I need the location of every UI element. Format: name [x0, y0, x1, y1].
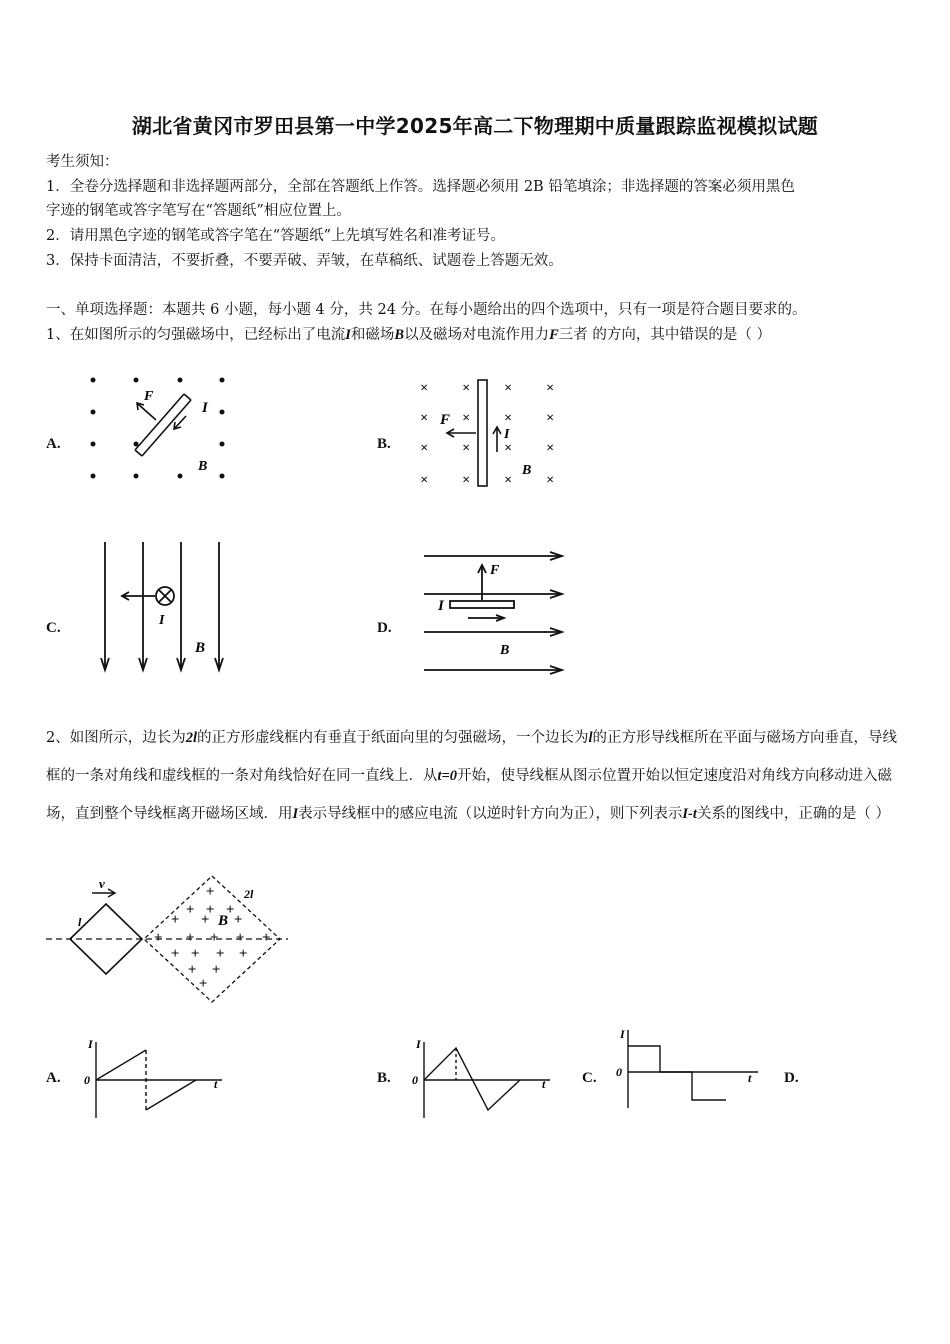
- q1b-f-label: F: [440, 412, 451, 428]
- svg-text:+: +: [170, 912, 180, 928]
- svg-text:×: ×: [546, 473, 554, 488]
- svg-text:+: +: [233, 912, 243, 928]
- question-1-text: 1、在如图所示的匀强磁场中，已经标出了电流I和磁场B以及磁场对电流作用力F三者 的方向，其中错误的是（ ）: [46, 327, 771, 343]
- svg-text:×: ×: [420, 441, 428, 456]
- svg-text:×: ×: [504, 473, 512, 488]
- svg-text:+: +: [198, 976, 208, 992]
- svg-text:×: ×: [504, 381, 512, 396]
- q2a-t-axis: t: [214, 1077, 218, 1091]
- notice-item-1-cont: 字迹的钢笔或答字笔写在“答题纸”相应位置上。: [46, 203, 351, 219]
- svg-text:+: +: [190, 946, 200, 962]
- svg-text:×: ×: [546, 381, 554, 396]
- q1-figure-b: [410, 372, 570, 497]
- svg-text:×: ×: [462, 381, 470, 396]
- svg-text:×: ×: [462, 411, 470, 426]
- q2-l-label: l: [78, 915, 82, 929]
- q1c-i-label: I: [159, 613, 165, 628]
- svg-text:+: +: [185, 930, 195, 946]
- svg-text:+: +: [261, 930, 271, 946]
- q2b-origin: 0: [412, 1073, 418, 1087]
- q2-graph-c: [612, 1026, 772, 1112]
- q1-figure-d: [420, 548, 570, 678]
- q2c-t-axis: t: [748, 1071, 752, 1085]
- svg-text:+: +: [187, 962, 197, 978]
- q2-figure: [44, 876, 294, 1006]
- q2-option-b-label: B.: [377, 1070, 391, 1086]
- q1a-i-label: I: [202, 400, 208, 416]
- q1-figure-a: [80, 372, 240, 492]
- q2-v-label: v: [99, 876, 105, 891]
- svg-text:×: ×: [504, 441, 512, 456]
- svg-text:×: ×: [462, 473, 470, 488]
- q2c-i-axis: I: [620, 1027, 625, 1041]
- svg-text:+: +: [235, 930, 245, 946]
- q2-graph-a: [82, 1036, 232, 1122]
- svg-text:+: +: [170, 946, 180, 962]
- q1d-f-label: F: [490, 563, 500, 578]
- q2b-i-axis: I: [416, 1037, 421, 1051]
- svg-text:+: +: [153, 930, 163, 946]
- svg-text:+: +: [205, 902, 215, 918]
- q2-option-c-label: C.: [582, 1070, 597, 1086]
- q2-2l-label: 2l: [244, 887, 254, 901]
- svg-text:+: +: [185, 902, 195, 918]
- q1c-b-label: B: [195, 640, 206, 656]
- q1a-b-label: B: [198, 459, 208, 474]
- q2-option-d-label: D.: [784, 1070, 799, 1086]
- q1d-i-label: I: [438, 598, 444, 614]
- q2a-origin: 0: [84, 1073, 90, 1087]
- q2c-origin: 0: [616, 1065, 622, 1079]
- notice-item-2: 2．请用黑色字迹的钢笔或答字笔在“答题纸”上先填写姓名和准考证号。: [46, 228, 506, 244]
- svg-text:×: ×: [420, 381, 428, 396]
- notice-item-1: 1．全卷分选择题和非选择题两部分，全部在答题纸上作答。选择题必须用 2B 铅笔填涂；非选择题的答案必须用黑色: [46, 179, 795, 195]
- notice-heading: 考生须知：: [46, 154, 119, 170]
- question-2-text: 2、如图所示，边长为2l的正方形虚线框内有垂直于纸面向里的匀强磁场，一个边长为l的正方形导线框所在平面与磁场方向垂直，导线框的一条对角线和虚线框的一条对角线恰好在同一直线上．从t=0开始，使导线框从图示位置开始以恒定速度沿对角线方向移动进入磁场，直到整个导线框离开磁场区域．用I表示导线框中的感应电流（以逆时针方向为正），则下列表示I-t关系的图线中，正确的是（ ）: [46, 730, 898, 822]
- svg-text:+: +: [205, 884, 215, 900]
- svg-text:+: +: [211, 962, 221, 978]
- q2-b-label: B: [218, 913, 229, 929]
- q2-option-a-label: A.: [46, 1070, 61, 1086]
- svg-text:+: +: [215, 946, 225, 962]
- q1-figure-c: [95, 540, 235, 680]
- svg-text:×: ×: [420, 411, 428, 426]
- svg-text:×: ×: [546, 441, 554, 456]
- q1d-b-label: B: [500, 643, 510, 658]
- notice-item-3: 3．保持卡面清洁，不要折叠，不要弄破、弄皱，在草稿纸、试题卷上答题无效。: [46, 253, 563, 269]
- q1b-i-label: I: [504, 427, 510, 442]
- q1b-b-label: B: [522, 463, 532, 478]
- svg-text:×: ×: [420, 473, 428, 488]
- svg-text:×: ×: [462, 441, 470, 456]
- q1-option-c-label: C.: [46, 620, 61, 636]
- svg-text:+: +: [209, 930, 219, 946]
- q1-option-a-label: A.: [46, 436, 61, 452]
- q1-option-d-label: D.: [377, 620, 392, 636]
- page-title: 湖北省黄冈市罗田县第一中学2025年高二下物理期中质量跟踪监视模拟试题: [131, 114, 819, 138]
- q2a-i-axis: I: [88, 1037, 93, 1051]
- q1a-f-label: F: [144, 389, 154, 404]
- svg-text:×: ×: [546, 411, 554, 426]
- q2b-t-axis: t: [542, 1077, 546, 1091]
- section-heading: 一、单项选择题：本题共 6 小题，每小题 4 分，共 24 分。在每小题给出的四个选项中，只有一项是符合题目要求的。: [46, 302, 807, 318]
- svg-text:+: +: [225, 902, 235, 918]
- q1-option-b-label: B.: [377, 436, 391, 452]
- svg-text:+: +: [200, 912, 210, 928]
- svg-text:+: +: [238, 946, 248, 962]
- q2-graph-b: [410, 1036, 560, 1122]
- svg-text:×: ×: [504, 411, 512, 426]
